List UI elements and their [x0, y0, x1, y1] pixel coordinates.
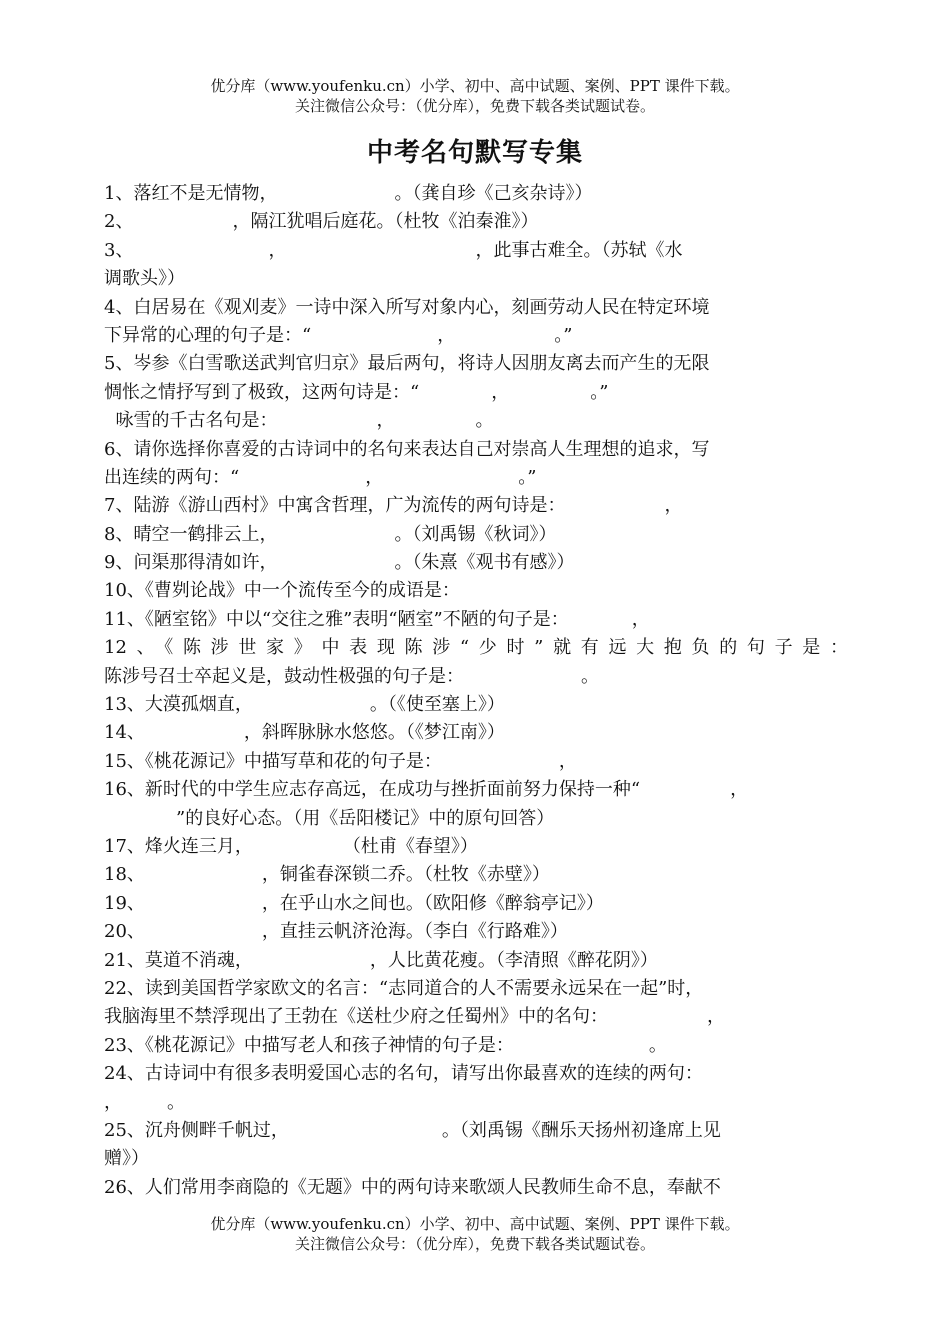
text-line: 24、古诗词中有很多表明爱国心志的名句，请写出你最喜欢的连续的两句：	[104, 1063, 703, 1085]
text-line: 17、烽火连三月， （杜甫《春望》）	[104, 835, 478, 857]
text-line: 5、岑参《白雪歌送武判官归京》最后两句，将诗人因朋友离去而产生的无限	[104, 353, 710, 375]
text-line: 6、请你选择你喜爱的古诗词中的名句来表达自己对崇高人生理想的追求，写	[104, 438, 710, 460]
text-line: ， 。	[104, 1091, 185, 1113]
text-line: 25、沉舟侧畔千帆过， 。（刘禹锡《酬乐天扬州初逢席上见	[104, 1119, 721, 1141]
footer-line-1: 优分库（www.youfenku.cn）小学、初中、高中试题、案例、PPT 课件下载。	[210, 1215, 740, 1233]
text-line: 10、《曹刿论战》中一个流传至今的成语是：	[104, 580, 460, 602]
text-line: 12、《陈涉世家》中表现陈涉“少时”就有远大抱负的句子是：	[104, 637, 848, 659]
header-line-2: 关注微信公众号：（优分库），免费下载各类试题试卷。	[294, 97, 655, 115]
text-line: 9、问渠那得清如许， 。（朱熹《观书有感》）	[104, 552, 575, 574]
text-line: 4、白居易在《观刈麦》一诗中深入所写对象内心，刻画劳动人民在特定环境	[104, 296, 710, 318]
text-line: 21、莫道不消魂， ，人比黄花瘦。（李清照《醉花阴》）	[104, 949, 658, 971]
text-line: 19、 ，在乎山水之间也。（欧阳修《醉翁亭记》）	[104, 892, 604, 914]
text-line: 陈涉号召士卒起义是，鼓动性极强的句子是： 。	[104, 665, 599, 687]
header-line-1: 优分库（www.youfenku.cn）小学、初中、高中试题、案例、PPT 课件下载。	[210, 77, 740, 95]
text-line: 15、《桃花源记》中描写草和花的句子是： ，	[104, 750, 577, 772]
text-line: 18、 ，铜雀春深锁二乔。（杜牧《赤壁》）	[104, 864, 550, 886]
footer-line-2: 关注微信公众号：（优分库），免费下载各类试题试卷。	[294, 1235, 655, 1253]
text-line: 2、 ，隔江犹唱后庭花。（杜牧《泊秦淮》）	[104, 211, 539, 233]
text-line: 11、《陋室铭》中以“交往之雅”表明“陋室”不陋的句子是： ，	[104, 608, 650, 630]
text-line: 我脑海里不禁浮现出了王勃在《送杜少府之任蜀州》中的名句： ，	[104, 1006, 725, 1028]
text-line: 26、人们常用李商隐的《无题》中的两句诗来歌颂人民教师生命不息，奉献不	[104, 1176, 721, 1198]
text-line: 下异常的心理的句子是：“ ， 。”	[104, 324, 573, 346]
text-line: 20、 ，直挂云帆济沧海。（李白《行路难》）	[104, 921, 568, 943]
text-line: 7、陆游《游山西村》中寓含哲理，广为流传的两句诗是： ，	[104, 495, 683, 517]
text-line: 赠》）	[104, 1148, 149, 1170]
text-line: 13、大漠孤烟直， 。（《使至塞上》）	[104, 694, 505, 716]
text-line: 3、 ， ，此事古难全。（苏轼《水	[104, 239, 683, 261]
text-line: 1、落红不是无情物， 。（龚自珍《己亥杂诗》）	[104, 183, 593, 204]
text-line: 调歌头》）	[104, 268, 185, 290]
text-line: ”的良好心态。（用《岳阳楼记》中的原句回答）	[104, 807, 555, 829]
text-line: 23、《桃花源记》中描写老人和孩子神情的句子是： 。	[104, 1034, 667, 1056]
text-line: 16、新时代的中学生应志存高远，在成功与挫折面前努力保持一种“ ，	[104, 779, 749, 801]
question-list	[104, 180, 848, 1202]
text-line: 8、晴空一鹤排云上， 。（刘禹锡《秋词》）	[104, 523, 557, 545]
text-line: 出连续的两句：“ ， 。”	[104, 466, 537, 488]
text-line: 22、读到美国哲学家欧文的名言：“志同道合的人不需要永远呆在一起”时，	[104, 977, 704, 999]
text-line: 惆怅之情抒写到了极致，这两句诗是：“ ， 。”	[104, 381, 609, 403]
text-line: 14、 ，斜晖脉脉水悠悠。（《梦江南》）	[104, 722, 505, 744]
page-title: 中考名句默写专集	[366, 138, 583, 168]
text-line: 咏雪的千古名句是： ， 。	[104, 410, 494, 432]
